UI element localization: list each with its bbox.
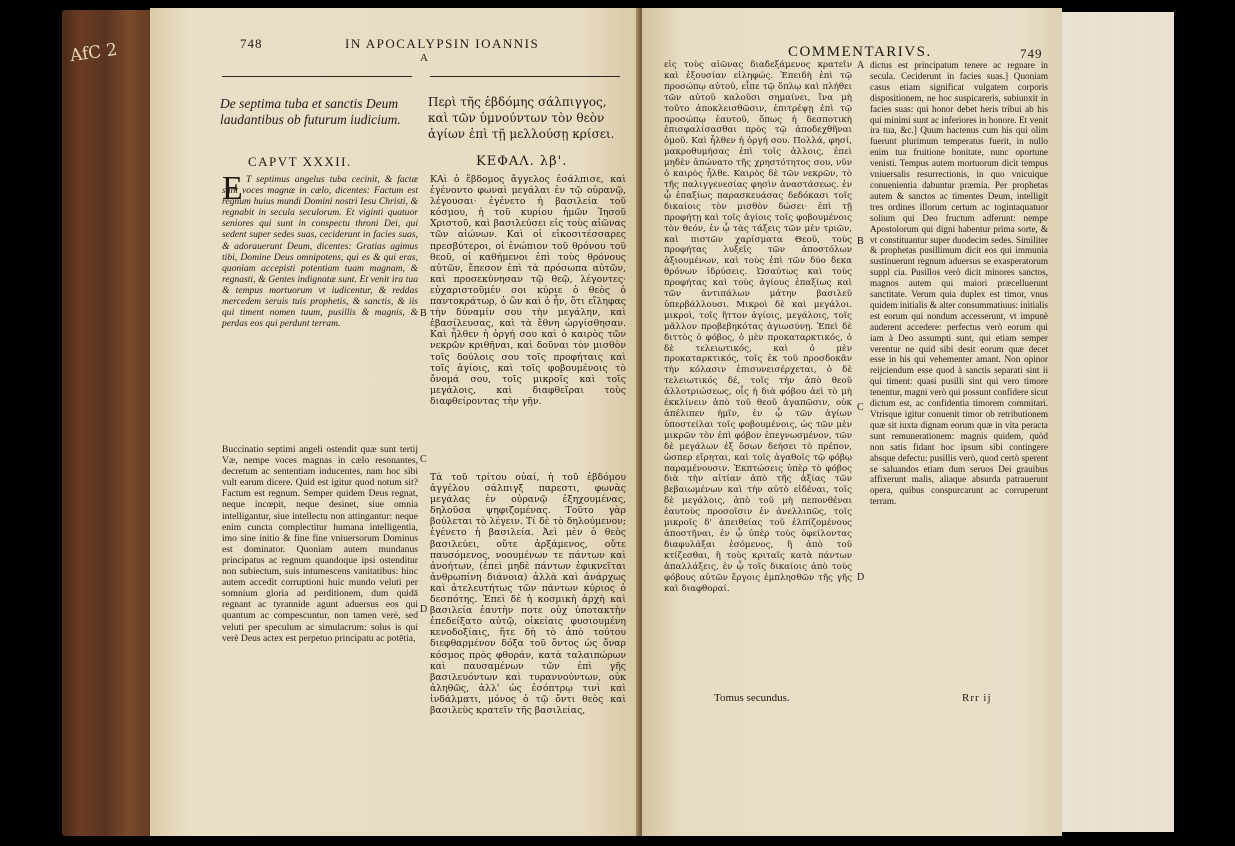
greek-commentary-column: εἰς τοὺς αἰῶνας διαδεξάμενος κρατεῖν καὶ ἐξουσίαν εἰληφώς. Ἐπειδὴ ἐπὶ τῷ προσώπῳ αὐτοῦ, εἶπε τῷ ὅπλῳ καὶ πλήθει τῶν αὐτοῦ καλοῦσι σημαίνει, ἵνα μὴ τοῦτο ἀποκλεισθῶσιν, ἐπιτρέψῃ ἐπὶ τῷ προσώπῳ ἑαυτοῦ, ὅπως ἡ δεσποτικὴ ἐπισφαλίσασθαι πρὸς τῷ ἀποδεχθῆναι ὁμοῦ. Καὶ ἦλθεν ἡ ὀργή σου. Πολλά, φησί, μακροθυμήσας ἐπὶ τοῖς ἀλλοις, ἐπεὶ μηδὲν ἀπώνατο τῆς χρηστότητος σου, νῦν ὁ καιρὸς ἦλθε. Καιρὸς δὲ τῶν νεκρῶν, τὸ τῆς παλιγγενεσίας φησὶν ἀναστάσεως. ἐν ᾧ ἐπαξίως παρασκευάσας δεδόκασι τοῖς δικαίοις τὸν μισθὸν δώσει· ἐπὶ τῇ προφήτῃ καὶ τοῖς ἁγίοις τοῖς φοβουμένοις τὸν θεόν, ἐν ᾧ τὰς τάξεις τῶν μὲν τριῶν, καὶ πιστῶν χαρίσματα Θεοῦ, τοὺς προφήτας λυξεῖς τῶν ἀποστόλων ἀξιουμένων, καὶ τοὺς ἐπὶ τῶν δύο δεκα θρόνων ἱδρύσεις. Ὡσαύτως καὶ τοὺς προφήτας καὶ τοὺς ἁγίους ἐπαξίως καὶ τῶν ἀντιπάλων μάτην βασιλεῦ ὑπερβάλλουσι. Μικροὶ δὲ καὶ μεγάλοι. μικροὶ, τοῖς ἥττον ἁγίοις, μεγάλοις, τοῖς μᾶλλον προβεβηκότας ἀγιωσύνῃ. Ἐπεὶ δὲ διττὸς ὁ φόβος, ὁ μὲν προκαταρκτικός, ὁ δὲ τελειωτικός, καὶ ὁ μὲν προκαταρκτικός, τοῖς ἐκ τοῦ προσδοκᾶν τὴν κόλασιν ἐπισυνεισέρχεται, ὁ δὲ τελειωτικός δέ, τοῖς τὴν ἀπὸ θεοῦ ἀλλοτριώσεως, οἷς ἡ διὰ φόβου ἀεὶ τὸ μὴ ἐκκλίνειν ἀπὸ τοῦ θεοῦ ἀγαπῶσιν, οὐκ ἀπέλιπεν ἡμῖν, ἐν ᾧ τῶν ἁγίων ὑποστείλαι τοῖς φοβουμένοις, ὡς τῶν μὲν μικρῶν τὸν ἐπὶ φόβον ἐπεγνωσμένον, τῶν δὲ μεγάλων ἐξ ὅσων δεήσει τὸ πρέπον, ὡσπερ εἴρηται, καὶ τοῖς ἀγαθοῖς τῷ φόβῳ παραμένουσιν. Ἐκπτώσεις ὑπὲρ τὸ φόβος διὰ τὴν αἰτίαν ἀπὸ τῆς ἀξίας τῶν βεβαιωμένων καὶ τὴν αὐτὸ εἰδέναι, τοῖς δὲ μεγάλοις, ἀπὸ τοῦ μὴ πεπονθέναι ἑαυτοὺς προσοῖσιν ἐν ἀνελλιπῶς, τοῖς μικροῖς δ' ἀπειθείας τοῦ ἐλπίζομένους ἀποστῆναι, ἐν ᾧ ὑπὲρ τοὺς ὀφείλοντας διαφυλάξαι ἐσόμενος, ἢ ἀπὸ τοῦ κτίζεσθαι, ἢ τοὺς κριταῖς κατὰ πάντων ἀπαλλάξεις, ἐν ᾧ τοῖς δικαίοις ἀπὸ τοὺς φόβους αὐτῶν ἔργοις ἐμπλησθῶν τῆς γῆς καὶ διαφθοραί. xyxy=(664,60,852,594)
margin-mark-right-c: C xyxy=(857,402,864,413)
right-page-number: 749 xyxy=(1020,46,1043,61)
margin-mark-right-d: D xyxy=(857,572,865,583)
latin-commentary-column: dictus est principatum tenere ac regnare in secula. Ceciderunt in facies suas.] Quoniam casus etiam significat vulgatem corporis dispositionem, ne hoc suspicareris, subiunxit in facies suas: qui honor debet heris tribui ab his qui minimi sunt ac inferiores in honore. Et venit ira tua, &c.] Quum hactenus cum his qui olim fuerunt plurimum temperatus fuerit, in nullo enim tua fruitione bonitate, nunc oportune venisti. Tempus autem mortuorum dicit tempus vniuersalis resurrectionis, in quo vnicuique conuenientia dabuntur præmia. Per prophetas autem & sanctos ac timentes Deum, intelligit tres ordines illorum certum ac togintaquatuor solium qui Deo fructum adferunt: nempe Apostolorum qui digni habentur prima sorte, & vt constituantur super duodecim sedes. Similiter & prophetas pusillimum dicit eos qui immunia sustinuerunt regnum aduersus se exasperatorum suppl cia. Pusillos verò dicit minores sanctos, magnos autem qui maiori præcelluerunt sanctitate. Verum quia duplex est timor, vnus quidem initialis & alter consummatiuus: initialis est eorum qui nondum accesserunt, vt impunè auderent accedere: perfectus verò eorum qui iam à Deo assumpti sunt, qui etiam semper verentur ne quid sibi desit eorum quæ decet esse in his qui vehementer amant. Non opinor reijciendum esse quod à sanctis separati sint ii qui timent: quasi pusilli sint qui vero timore tenentur, magni verò qui possunt confidere sicut dictum est, ac confidentia timorem commitari. Vtrisque igitur conuenit timor ob retributionem quæ sit iuxta dignam eorum quæ in vita peracta sunt remunerationem: magnis quidem, quòd non satis fidant hoc ipsum sibi contingere absque defectu: pusillis verò, quod certò sperent se saluandos etiam dum seruos Dei grauibus affixerunt malis, aliaque absurda patrauerunt opera, quibus conspurcarunt ac corruperunt terram. xyxy=(870,60,1048,507)
header-rule-right xyxy=(430,76,620,77)
latin-heading: De septima tuba et sanctis Deum laudantibus ob futurum iudicium. xyxy=(220,96,401,127)
drop-cap: E xyxy=(222,170,243,207)
greek-chapter: ΚΕΦΑΛ. λβ'. xyxy=(476,154,568,169)
handwritten-note: AfC 2 xyxy=(68,39,119,67)
latin-chapter: CAPVT XXXII. xyxy=(248,154,352,169)
left-page-number: 748 xyxy=(240,36,263,51)
latin-scripture-text: T septimus angelus tuba cecinit, & factæ sunt voces magnæ in cælo, dicentes: Factum est regnum huius mundi Domini nostri Iesu Christi, & regnabit in secula seculorum. Et viginti quatuor seniores qui sunt in conspectu throni Dei, qui sedent super sedes suas, ceciderunt in facies suas, & adorauerunt Deum, dicentes: Gratias agimus tibi, Domine Deus omnipotens, qui es & qui eras, quoniam accepisti potentiam tuam magnam, & regnasti, & Gentes indignatæ sunt. Et venit ira tua & tempus mortuorum vt iudicentur, & reddas mercedem seruis tuis prophetis, & sanctis, & iis qui timent nomen tuum, pusillis & magnis, & perdas eos qui perdunt terram. xyxy=(222,174,418,330)
greek-commentary-text: Τὰ τοῦ τρίτου οὐαί, ἡ τοῦ ἑβδόμου ἀγγέλου σάλπιγξ παρεστι, φωνὰς μεγάλας ἐν οὐρανῷ ἐξηχουμένας, δηλοῦσα ψηφιζομένας. Τοῦτο γὰρ βούλεται τὸ λέγειν. Τί δὲ τὸ δηλούμενον; ἐγένετο ἡ βασιλεία. Ἀεὶ μὲν ὁ θεὸς βασιλεύει, οὔτε ἀρξάμενος, οὔτε παυσόμενος, νοουμένων τε πάντων καὶ ἀνοήτων, (ἐπεὶ μηδὲ πάντων ἐφικνεῖται ἀνθρωπίνη διάνοια) ἀλλὰ καὶ ἀνάρχως καὶ ἀτελευτήτως τῶν πάντων κύριος ὁ δεσπότης. Ἐπεὶ δὲ ἡ κοσμικὴ ἀρχὴ καὶ βασιλεία ἑαυτὴν ποτε οὐχ ὑποτακτὴν ἐπεδείξατο αὐτῷ, οἰκείαις φυσιουμένη κενοδοξίαις, ἥτε δὴ τὸ ἀπὸ τούτου διεφθαρμένον δόξα τοῦ ὄντος ὡς ὄναρ κόσμος πρὸς φθοράν, κατὰ ταλαιπώρων καὶ παυσαμένων τῶν ἐπὶ γῆς βασιλευόντων καὶ τυραννούντων, οὐκ ἀληθῶς, ἀλλ' ὡς ἐσόπτρῳ τινὶ καὶ ἰνδάλματι, μόνος ὁ τῷ ὄντι θεὸς καὶ βασιλεὺς κρατεῖν τῆς βασιλείας, xyxy=(430,472,626,716)
footer-volume: Tomus secundus. xyxy=(714,692,790,704)
margin-mark-right-b: B xyxy=(857,236,864,247)
book-cover-edge xyxy=(62,10,158,836)
margin-mark-c: C xyxy=(420,454,427,465)
left-running-title: IN APOCALYPSIN IOANNIS xyxy=(345,36,540,51)
margin-mark-d: D xyxy=(420,604,428,615)
footer-signature: Rrr ij xyxy=(962,692,992,704)
header-rule-left xyxy=(222,76,412,77)
margin-mark-right-a: A xyxy=(857,60,865,71)
greek-heading: Περὶ τῆς ἑβδόμης σάλπιγγος, καὶ τῶν ὑμνούντων τὸν θεὸν ἁγίων ἐπὶ τῇ μελλούσῃ κρίσει. xyxy=(428,95,615,141)
margin-mark-b: B xyxy=(420,308,427,319)
page-fore-edge xyxy=(1062,12,1174,832)
right-running-title: COMMENTARIVS. xyxy=(788,44,932,60)
left-page xyxy=(150,8,640,836)
latin-commentary-text: Buccinatio septimi angeli ostendit quæ sunt tertij Væ, nempe voces magnas in cælo resonantes, decretum ac sententiam inducentes, nam hoc sibi vult earum dicere. Quid est igitur quod notum sit? Factum est regnum. Semper quidem Deus regnat, neque incœpit, neque desinet, siue omnia intelligantur, siue intellectu non attingantur: neque enim cuncta complectitur humana intelligentia, imo sine initio & fine fine vniuersorum Dominus est dominator. Quoniam autem mundanus principatus ac regnum quandoque ipsi ostenditur non subiectum, suis intumescens vanitatibus: hinc autem accedit corruptioni huic mundo veluti per somnium gloria ad perditionem, dum quidā regnant ac tyrannide agunt aduersus eos qui quantum ac compescuntur, non tamen verè, sed veluti per speculum ac simulacrum: solus is qui verè Deus actex est perpetuo principatu ac potētia, xyxy=(222,444,418,644)
greek-scripture-text: ΚΑὶ ὁ ἕβδομος ἄγγελος ἐσάλπισε, καὶ ἐγένοντο φωναὶ μεγάλαι ἐν τῷ οὐρανῷ, λέγουσαι· ἐγένετο ἡ βασιλεία τοῦ κόσμου, ἡ τοῦ κυρίου ἡμῶν Ἰησοῦ Χριστοῦ, καὶ βασιλεύσει εἰς τοὺς αἰῶνας τῶν αἰώνων. Καὶ οἱ εἰκοσιτέσσαρες πρεσβύτεροι, οἱ ἐνώπιον τοῦ θρόνου τοῦ θεοῦ, οἱ καθήμενοι ἐπὶ τοὺς θρόνους αὐτῶν, ἔπεσον ἐπὶ τὰ πρόσωπα αὐτῶν, καὶ προσεκύνησαν τῷ θεῷ, λέγοντες· εὐχαριστοῦμέν σοι κύριε ὁ θεὸς ὁ παντοκράτωρ, ὁ ὢν καὶ ὁ ἦν, ὅτι εἴληφας τὴν δύναμίν σου τὴν μεγάλην, καὶ ἐβασίλευσας, καὶ τὰ ἔθνη ὠργίσθησαν. Καὶ ἦλθεν ἡ ὀργή σου καὶ ὁ καιρὸς τῶν νεκρῶν κριθῆναι, καὶ δοῦναι τὸν μισθὸν τοῖς δούλοις σου τοῖς προφήταις καὶ τοῖς ἁγίοις, καὶ τοῖς φοβουμένοις τὸ ὄνομά σου, τοῖς μικροῖς καὶ τοῖς μεγάλοις, καὶ διαφθεῖραι τοὺς διαφθείροντας τὴν γῆν. xyxy=(430,174,626,407)
left-section-mark: A xyxy=(420,52,429,64)
right-page xyxy=(642,8,1062,836)
